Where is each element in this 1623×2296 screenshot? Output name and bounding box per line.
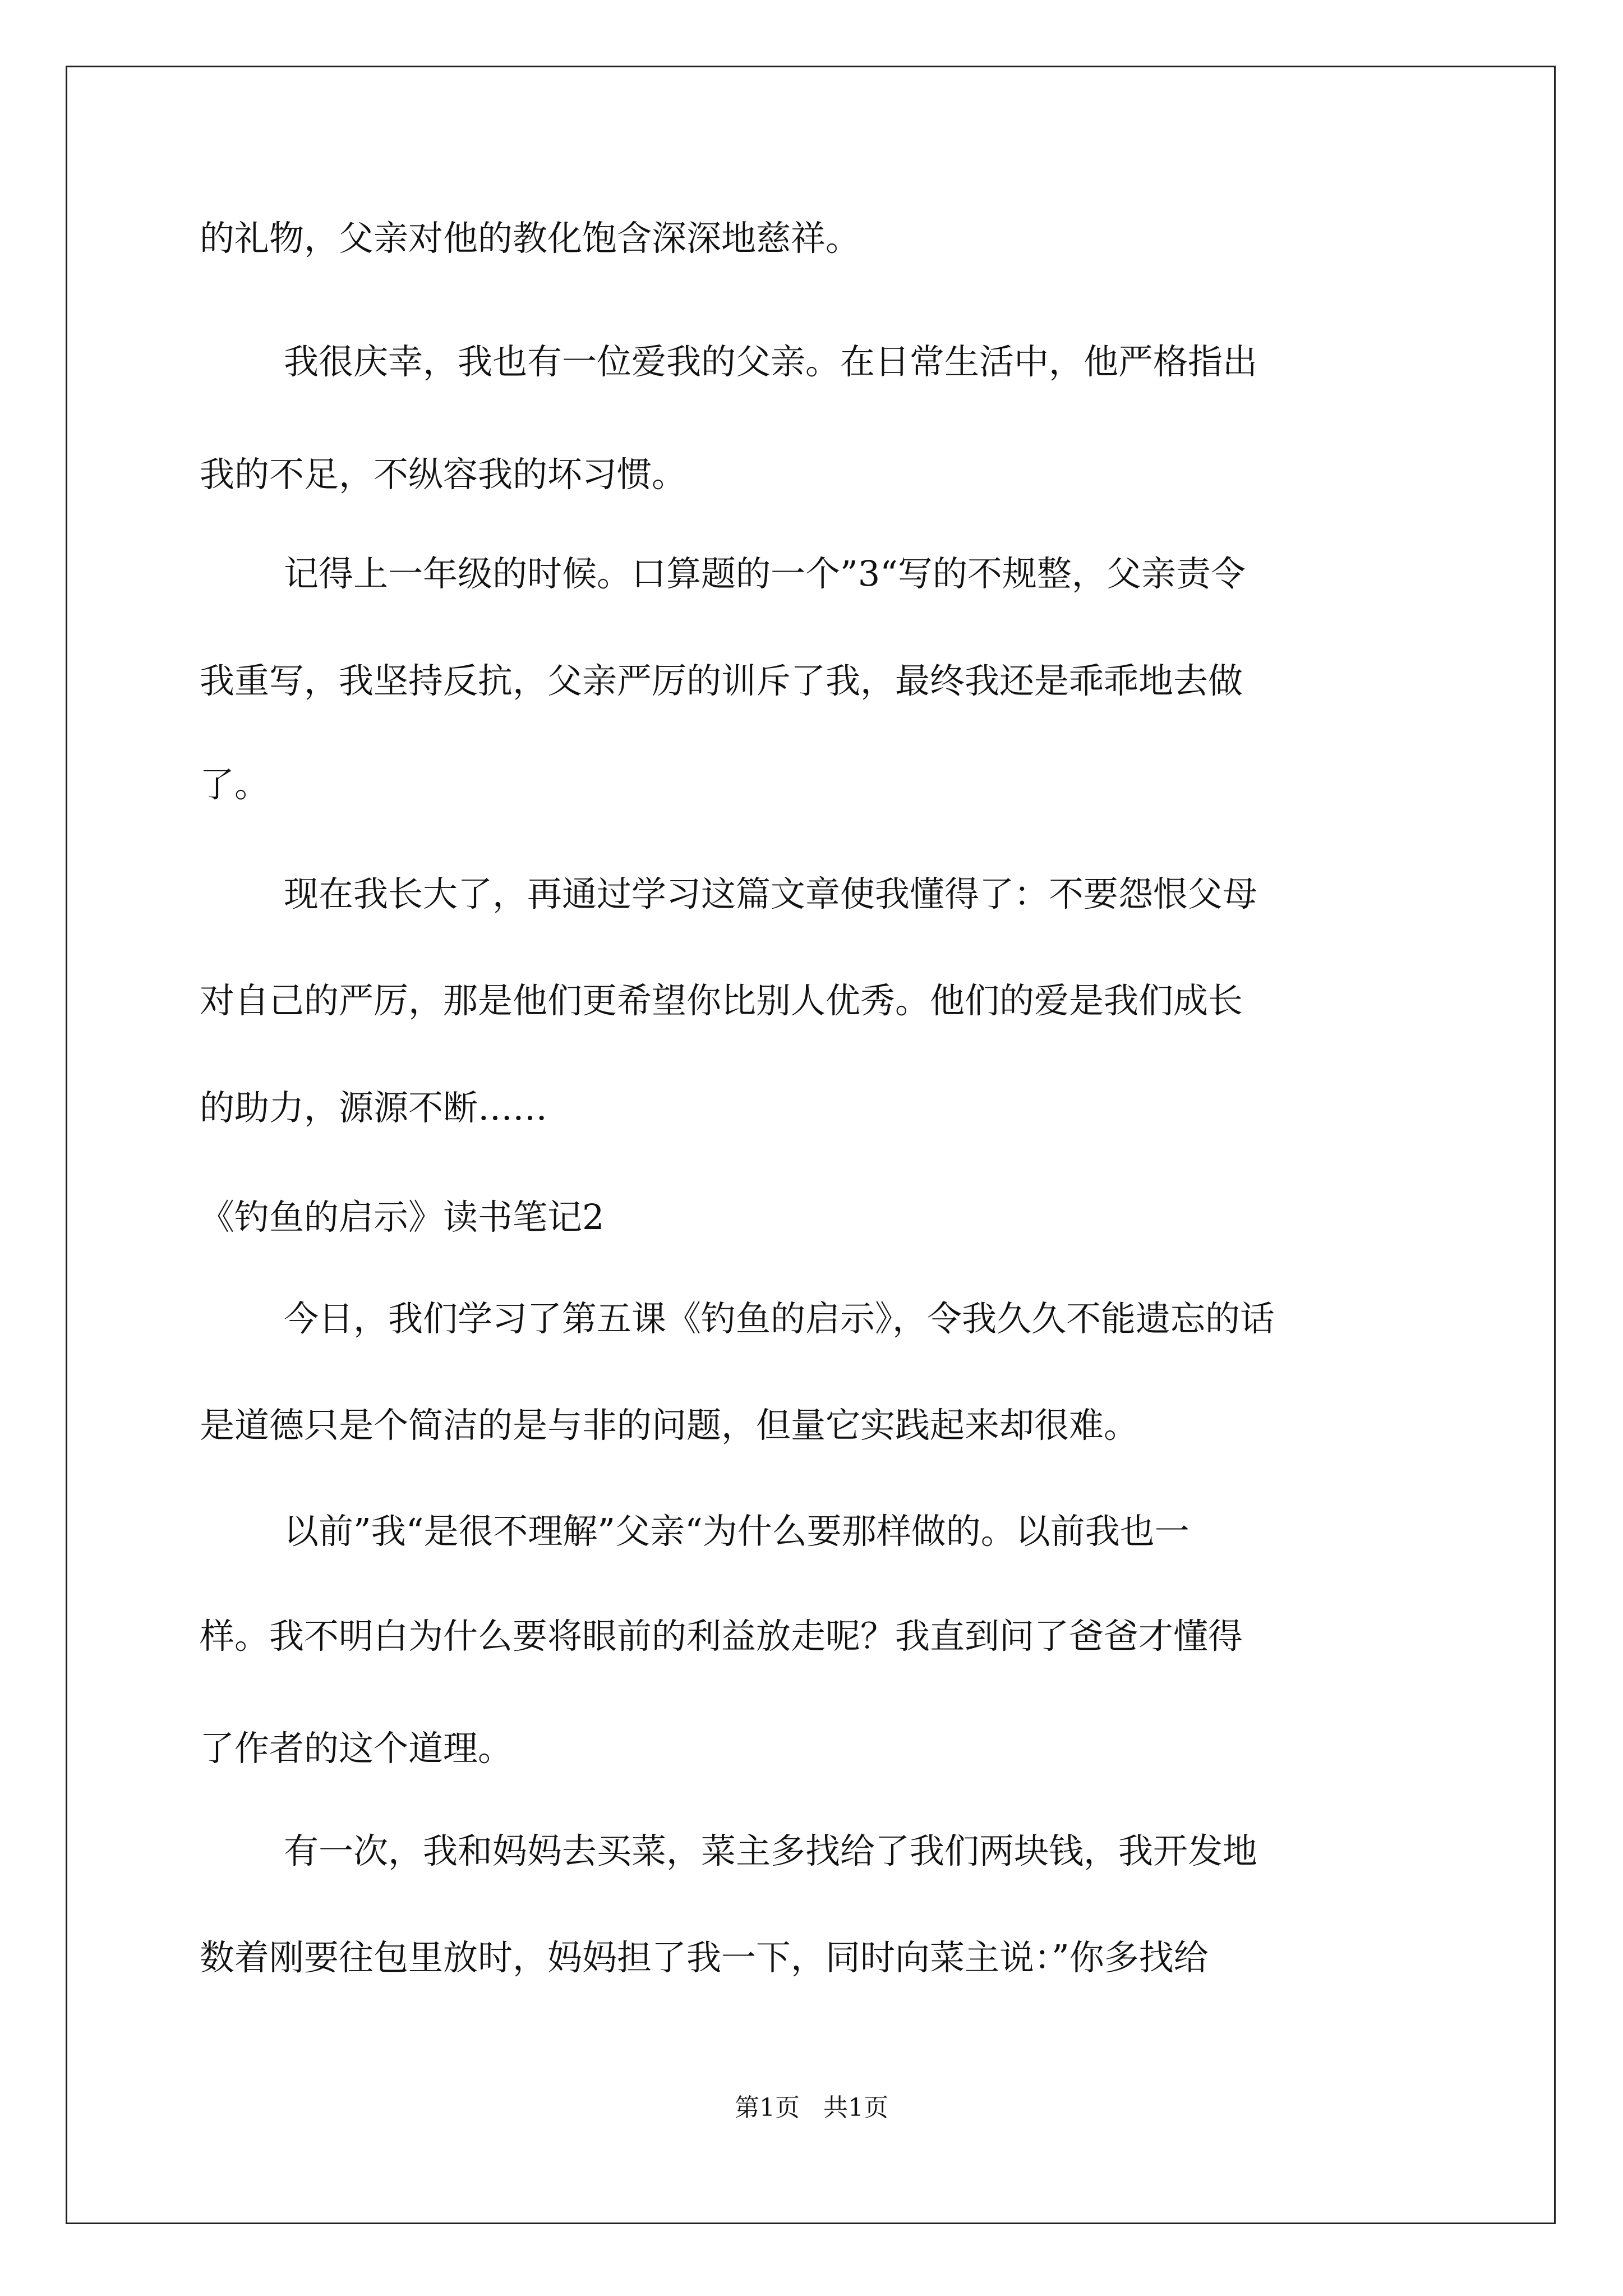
text-line: 是道德只是个简洁的是与非的问题，但量它实践起来却很难。 bbox=[200, 1405, 1139, 1446]
text-line: 对自己的严厉，那是他们更希望你比别人优秀。他们的爱是我们成长 bbox=[200, 980, 1243, 1021]
page-footer: 第1页 共1页 bbox=[735, 2093, 888, 2122]
section-heading: 《钓鱼的启示》读书笔记2 bbox=[200, 1197, 605, 1237]
paragraph-start-line: 今日，我们学习了第五课《钓鱼的启示》，令我久久不能遗忘的话 bbox=[284, 1298, 1275, 1339]
page-frame bbox=[66, 66, 1556, 2224]
text-line: 我的不足，不纵容我的坏习惯。 bbox=[200, 454, 687, 495]
text-line: 的助力，源源不断…… bbox=[200, 1087, 548, 1128]
paragraph-start-line: 记得上一年级的时候。口算题的一个”3“写的不规整，父亲责令 bbox=[284, 553, 1246, 594]
paragraph-start-line: 以前”我“是很不理解”父亲“为什么要那样做的。以前我也一 bbox=[284, 1511, 1189, 1552]
text-line: 了作者的这个道理。 bbox=[200, 1728, 513, 1769]
paragraph-start-line: 我很庆幸，我也有一位爱我的父亲。在日常生活中，他严格指出 bbox=[284, 341, 1258, 382]
text-line: 了。 bbox=[200, 764, 270, 805]
paragraph-start-line: 现在我长大了，再通过学习这篇文章使我懂得了：不要怨恨父母 bbox=[284, 873, 1258, 914]
text-line: 我重写，我坚持反抗，父亲严厉的训斥了我，最终我还是乖乖地去做 bbox=[200, 660, 1243, 701]
text-line: 数着刚要往包里放时，妈妈担了我一下，同时向菜主说：”你多找给 bbox=[200, 1937, 1209, 1978]
text-line-1: 的礼物，父亲对他的教化饱含深深地慈祥。 bbox=[200, 218, 861, 259]
text-line: 样。我不明白为什么要将眼前的利益放走呢？我直到问了爸爸才懂得 bbox=[200, 1616, 1243, 1657]
paragraph-start-line: 有一次，我和妈妈去买菜，菜主多找给了我们两块钱，我开发地 bbox=[284, 1830, 1258, 1871]
